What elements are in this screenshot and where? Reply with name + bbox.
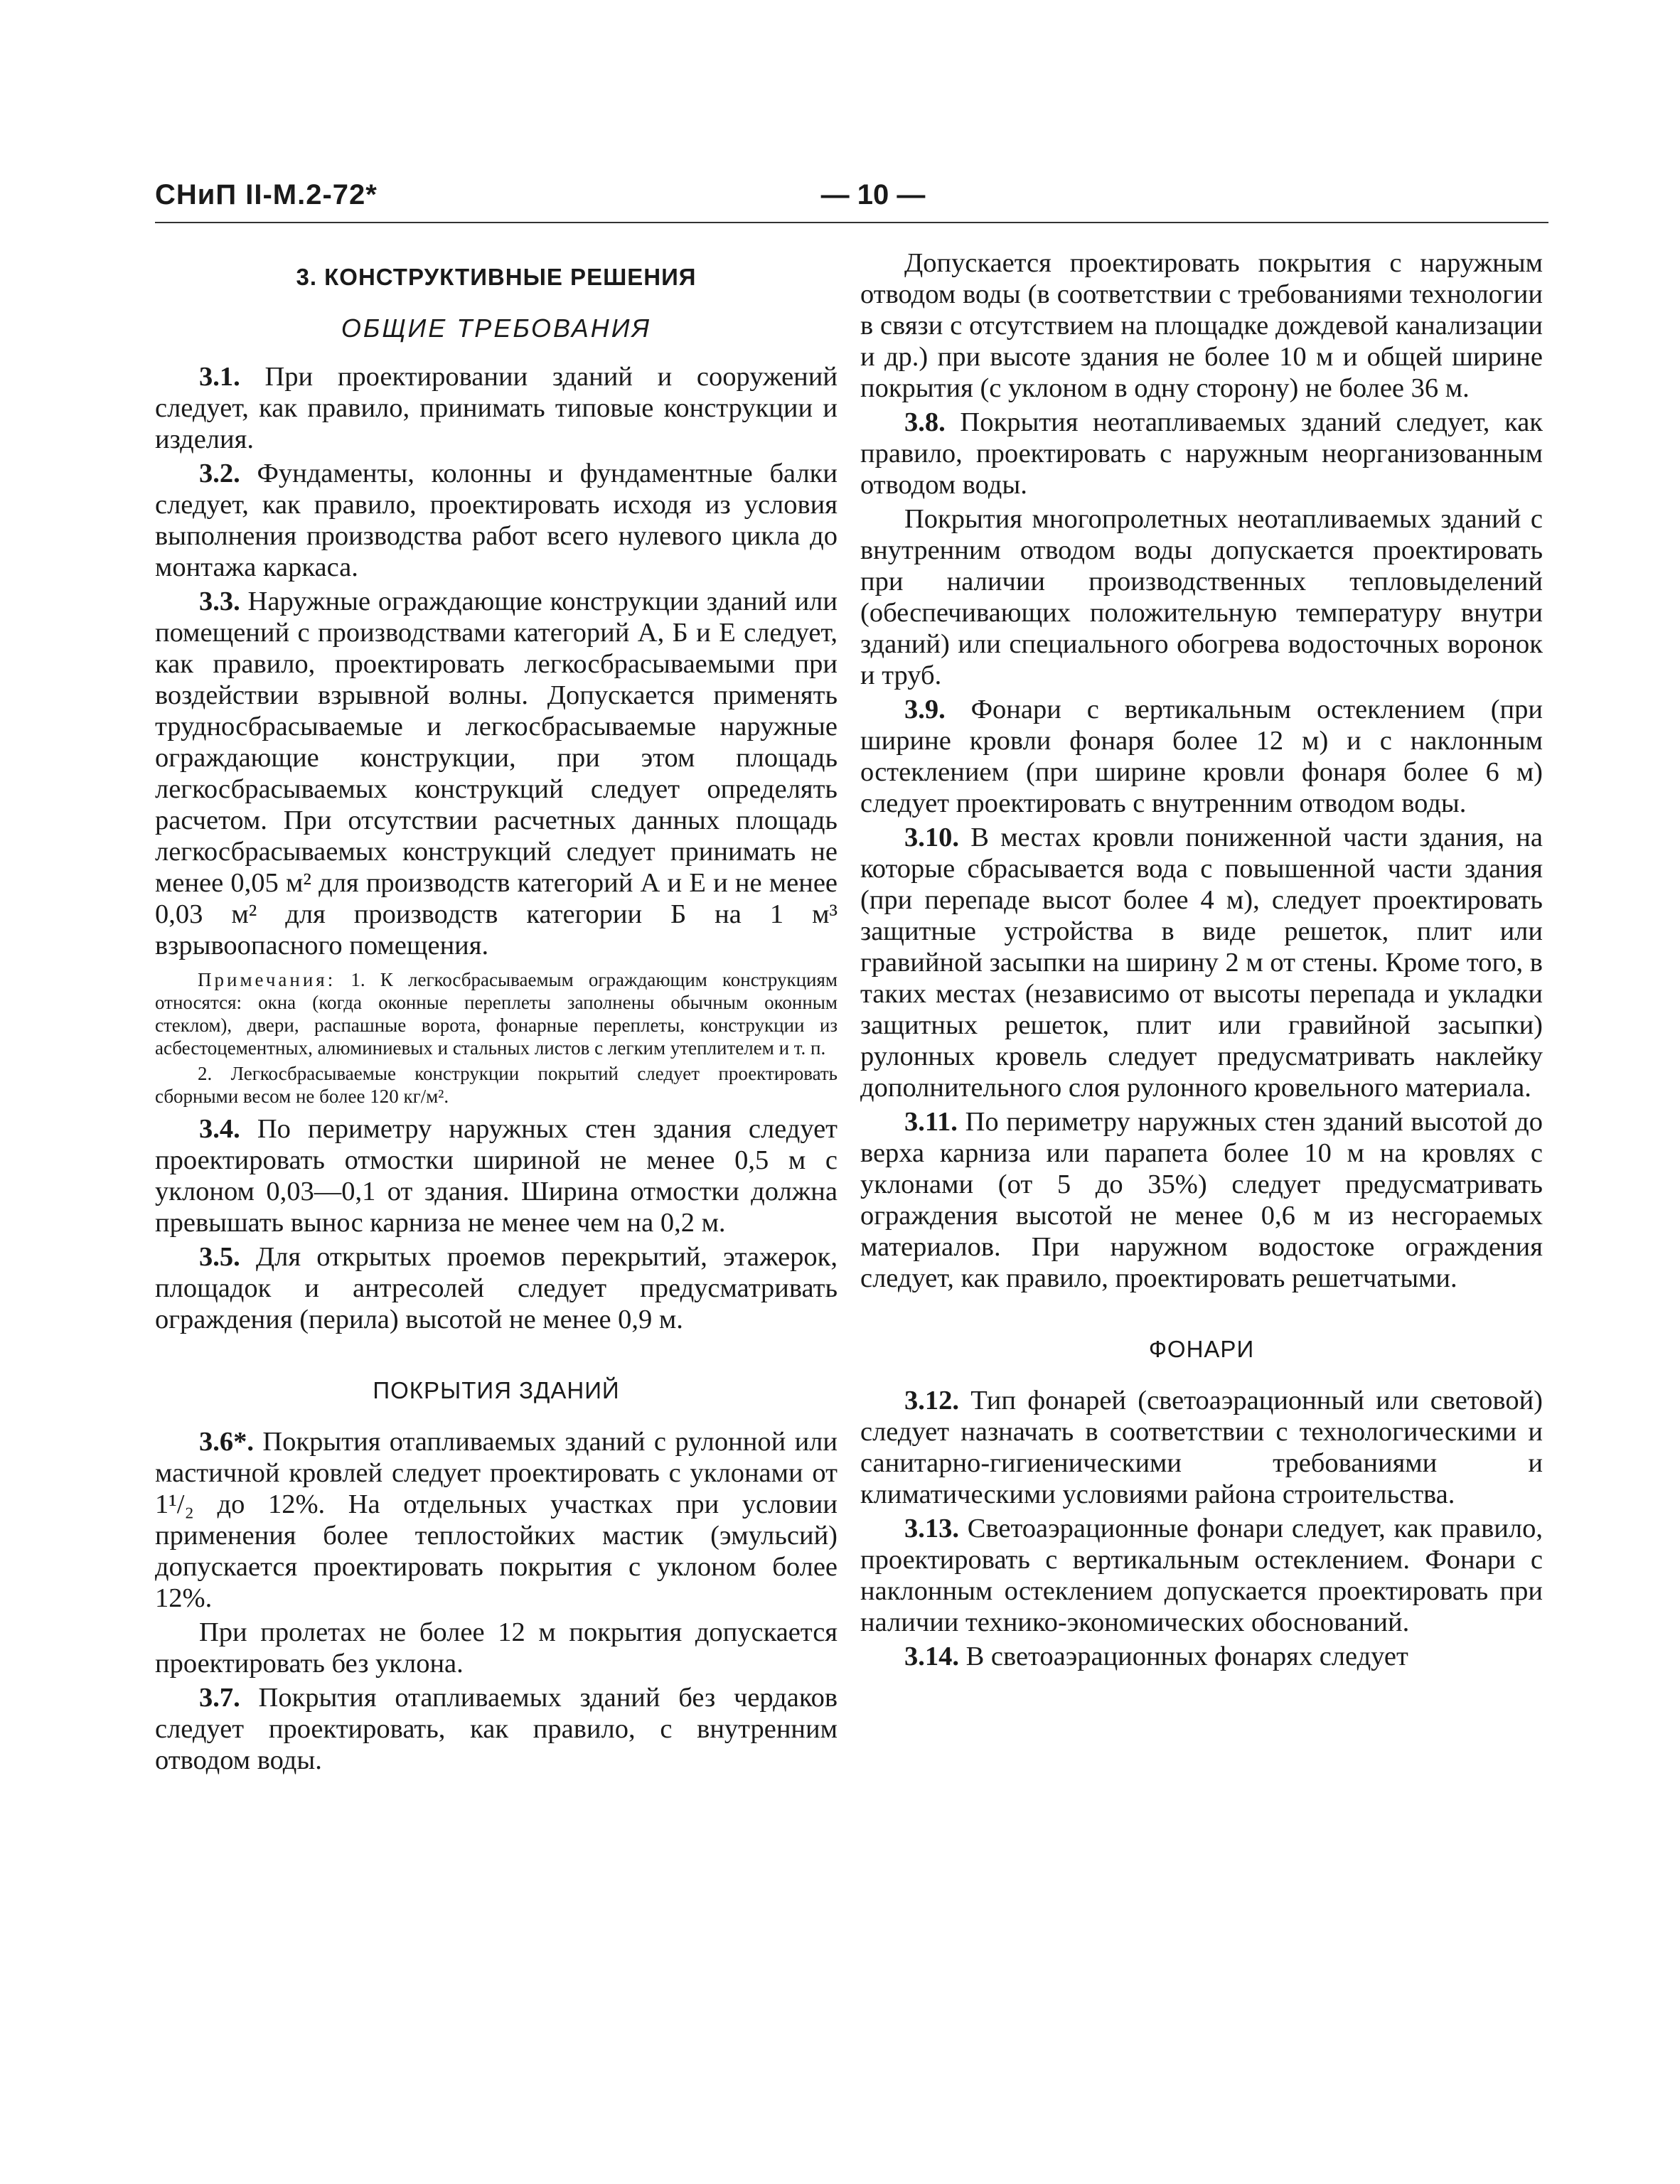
clause-text: Покрытия неотапливаемых зданий следует, как правило, проектировать с наружным неорганизованным отводом воды. [860, 407, 1543, 500]
paragraph-3-7-continued: Допускается проектировать покрытия с наружным отводом воды (в соответствии с требованиями технологии в связи с отсутствием на площадке дождевой канализации и др.) при высоте здания не более 10 м и общей ширине покрытия (с уклоном в одну сторону) не более 36 м. [860, 248, 1543, 403]
clause-text: По периметру наружных стен здания следует проектировать отмостки шириной не менее 0,5 м с уклоном 0,03—0,1 от здания. Ширина отмостки должна превышать вынос карниза не менее чем на 0,2 м. [155, 1114, 838, 1238]
subsection-general: ОБЩИЕ ТРЕБОВАНИЯ [341, 314, 652, 343]
clause-number: 3.13. [904, 1514, 959, 1543]
subsection-lanterns: ФОНАРИ [1148, 1336, 1255, 1362]
paragraph-3-7 [155, 1682, 838, 1776]
clause-text: Покрытия отапливаемых зданий без чердаков следует проектировать, как правило, с внутренним отводом воды. [155, 1683, 838, 1775]
paragraph-3-12 [860, 1385, 1543, 1510]
clause-number: 3.5. [199, 1242, 240, 1272]
clause-text: Тип фонарей (светоаэрационный или световой) следует назначать в соответствии с технологическими и санитарно-гигиеническими требованиями и климатическими условиями района строительства. [860, 1386, 1543, 1509]
document-code: СНиП II-М.2-72* [155, 179, 378, 210]
note-text: 1. К легкосбрасываемым ограждающим конструкциям относятся: окна (когда оконные переплеты заполнены обычным оконным стеклом), двери, распашные ворота, фонарные переплеты, конструкции из асбестоцементных, алюминиевых и стальных листов с легким утеплителем и т. п. [155, 969, 838, 1059]
clause-text: В светоаэрационных фонарях следует [959, 1642, 1408, 1671]
paragraph-3-11 [860, 1106, 1543, 1294]
clause-text: По периметру наружных стен зданий высотой до верха карниза или парапета более 10 м на кровлях с уклонами (от 5 до 35%) следует предусматривать ограждения высотой не менее 0,6 м из несгораемых материалов. При наружном водостоке ограждения следует, как правило, проектировать решетчатыми. [860, 1107, 1543, 1293]
clause-number: 3.10. [904, 823, 959, 852]
paragraph-3-6 [155, 1426, 838, 1614]
paragraph-3-8-continued: Покрытия многопролетных неотапливаемых зданий с внутренним отводом воды допускается проектировать при наличии производственных тепловыделений (обеспечивающих положительную температуру внутри зданий) или специального обогрева водосточных воронок и труб. [860, 504, 1543, 690]
clause-text: Для открытых проемов перекрытий, этажерок, площадок и антресолей следует предусматривать ограждения (перила) высотой не менее 0,9 м. [155, 1242, 838, 1334]
note-label: Примечания: [198, 969, 336, 990]
clause-text: Фонари с вертикальным остеклением (при ширине кровли фонаря более 12 м) и с наклонным остеклением (при ширине кровли фонаря более 6 м) следует проектировать с внутренним отводом воды. [860, 695, 1543, 818]
paragraph-3-9 [860, 694, 1543, 819]
page-header [155, 179, 1548, 222]
clause-text: Наружные ограждающие конструкции зданий или помещений с производствами категорий А, Б и Е следует, как правило, проектировать легкосбрасываемыми при воздействии взрывной волны. Допускается применять трудносбрасываемые и легкосбрасываемые наружные ограждающие конструкции, при этом площадь легкосбрасываемых конструкций следует определять расчетом. При отсутствии расчетных данных площадь легкосбрасываемых конструкций следует принимать не менее 0,05 м² для производств категорий А и Е и не менее 0,03 м² для производств категории Б на 1 м³ взрывоопасного помещения. [155, 587, 838, 960]
note-2 [155, 1062, 838, 1108]
right-column [860, 247, 1543, 1675]
note-1 [155, 968, 838, 1059]
clause-text: Покрытия отапливаемых зданий с рулонной или мастичной кровлей следует проектировать с уклонами от 1¹/₂ до 12%. На отдельных участках при условии применения более теплостойких мастик (эмульсий) допускается проектировать покрытия с уклоном более 12%. [155, 1427, 838, 1613]
clause-text: Фундаменты, колонны и фундаментные балки следует, как правило, проектировать исходя из условия выполнения производства работ всего нулевого цикла до монтажа каркаса. [155, 459, 838, 582]
header-rule [155, 222, 1548, 223]
clause-number: 3.4. [199, 1114, 240, 1144]
paragraph-3-5 [155, 1241, 838, 1335]
paragraph-3-1 [155, 361, 838, 455]
clause-number: 3.11. [904, 1107, 958, 1137]
clause-number: 3.1. [199, 362, 240, 392]
section-title: 3. КОНСТРУКТИВНЫЕ РЕШЕНИЯ [296, 264, 697, 290]
paragraph-3-3 [155, 586, 838, 961]
clause-number: 3.9. [904, 695, 946, 724]
clause-text: Светоаэрационные фонари следует, как правило, проектировать с вертикальным остеклением. Фонари с наклонным остеклением допускается проектировать при наличии технико-экономических обоснований. [860, 1514, 1543, 1637]
subsection-roofs: ПОКРЫТИЯ ЗДАНИЙ [373, 1377, 620, 1403]
clause-number: 3.3. [199, 587, 240, 616]
paragraph-3-14 [860, 1641, 1543, 1672]
note-text: 2. Легкосбрасываемые конструкции покрытий следует проектировать сборными весом не более 120 кг/м². [155, 1063, 838, 1107]
clause-number: 3.12. [904, 1386, 959, 1415]
page-number: — 10 — [820, 179, 926, 210]
clause-number: 3.8. [904, 407, 946, 437]
paragraph-3-8 [860, 407, 1543, 500]
left-column [155, 247, 838, 1779]
paragraph-3-13 [860, 1513, 1543, 1638]
clause-number: 3.7. [199, 1683, 240, 1713]
clause-text: В местах кровли пониженной части здания, на которые сбрасывается вода с повышенной части здания (при перепаде высот более 4 м), следует проектировать защитные устройства в виде решеток, плит или гравийной засыпки на ширину 2 м от стены. Кроме того, в таких местах (независимо от высоты перепада и укладки защитных решеток, плит или гравийной засыпки) рулонных кровель следует предусматривать наклейку дополнительного слоя рулонного кровельного материала. [860, 823, 1543, 1103]
clause-number: 3.6*. [199, 1427, 254, 1457]
paragraph-3-6-continued: При пролетах не более 12 м покрытия допускается проектировать без уклона. [155, 1617, 838, 1679]
paragraph-3-2 [155, 458, 838, 583]
clause-text: При проектировании зданий и сооружений следует, как правило, принимать типовые конструкции и изделия. [155, 362, 838, 454]
clause-number: 3.14. [904, 1642, 959, 1671]
paragraph-3-4 [155, 1113, 838, 1238]
clause-number: 3.2. [199, 459, 240, 488]
paragraph-3-10 [860, 822, 1543, 1103]
